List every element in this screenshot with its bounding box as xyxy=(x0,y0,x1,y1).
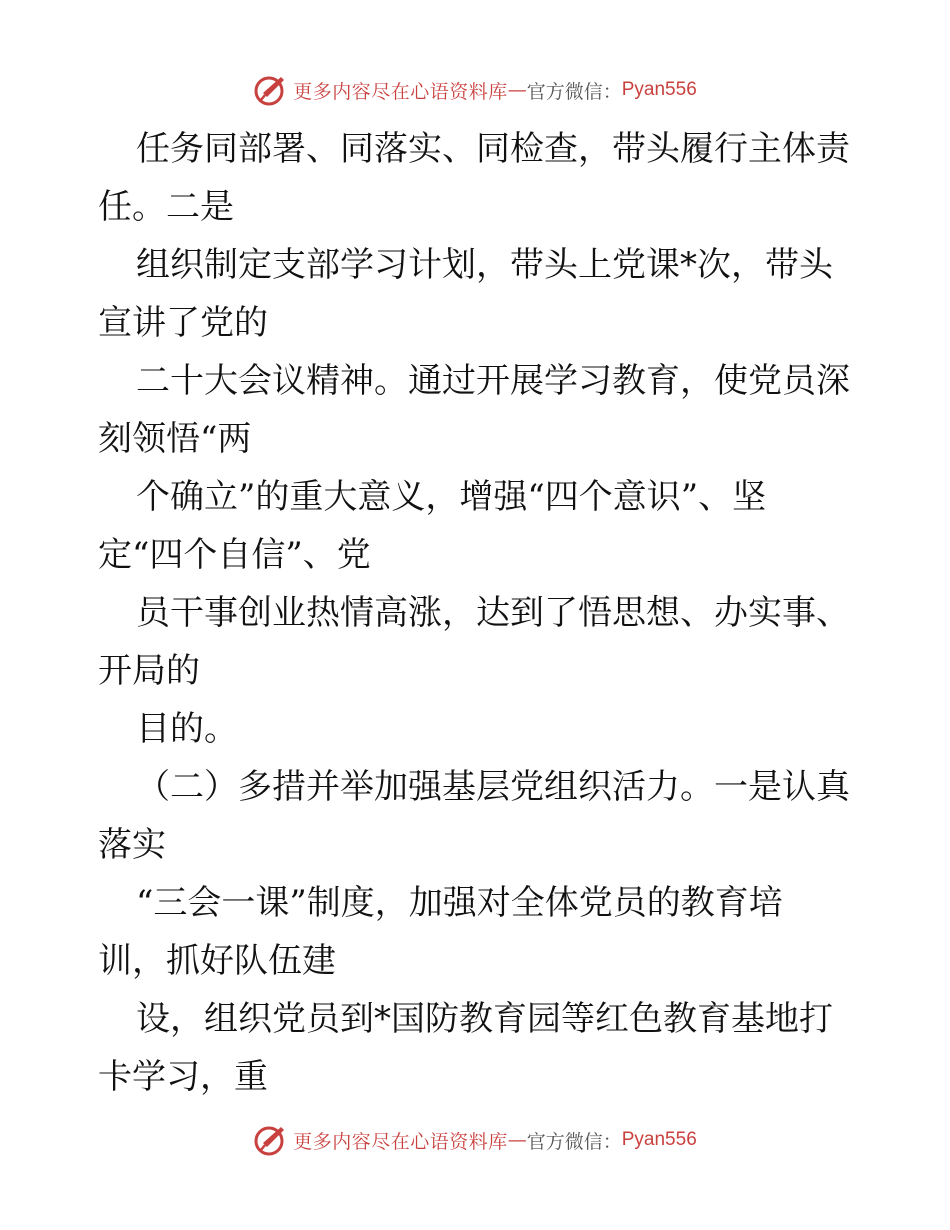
watermark-brand: 更多内容尽在心语资料库 xyxy=(293,80,508,103)
text-line: 组织制定支部学习计划，带头上党课*次，带头 xyxy=(136,245,833,285)
watermark-brand: 更多内容尽在心语资料库 xyxy=(293,1130,508,1153)
text-line: 二十大会议精神。通过开展学习教育，使党员深 xyxy=(136,361,850,401)
watermark-label: 官方微信： xyxy=(526,1130,622,1153)
text-line: “三会一课”制度，加强对全体党员的教育培 xyxy=(136,883,783,923)
text-line: 个确立”的重大意义，增强“四个意识”、坚 xyxy=(136,477,767,517)
text-line: （二）多措并举加强基层党组织活力。一是认真 xyxy=(136,767,850,807)
text-line: 设，组织党员到*国防教育园等红色教育基地打 xyxy=(136,999,833,1039)
watermark-separator: — xyxy=(507,79,527,101)
text-line: 任。二是 xyxy=(98,187,234,227)
text-line: 训，抓好队伍建 xyxy=(98,941,336,981)
header-watermark xyxy=(0,70,950,110)
quill-logo-icon xyxy=(253,1123,289,1157)
text-line: 员干事创业热情高涨，达到了悟思想、办实事、 xyxy=(136,593,850,633)
text-line: 刻领悟“两 xyxy=(98,419,252,459)
quill-logo-icon xyxy=(253,73,289,107)
body-text xyxy=(98,120,858,1106)
text-line: 宣讲了党的 xyxy=(98,303,268,343)
text-line: 开局的 xyxy=(98,651,200,691)
text-line: 卡学习，重 xyxy=(98,1057,268,1097)
watermark-label: 官方微信： xyxy=(526,80,622,103)
text-line: 目的。 xyxy=(136,709,238,749)
text-line: 落实 xyxy=(98,825,166,865)
watermark-wechat-id: Pyan556 xyxy=(621,1129,697,1150)
text-line: 任务同部署、同落实、同检查，带头履行主体责 xyxy=(136,129,850,169)
text-line: 定“四个自信”、党 xyxy=(98,535,371,575)
watermark-wechat-id: Pyan556 xyxy=(621,79,697,100)
footer-watermark xyxy=(0,1120,950,1160)
watermark-separator: — xyxy=(507,1129,527,1151)
